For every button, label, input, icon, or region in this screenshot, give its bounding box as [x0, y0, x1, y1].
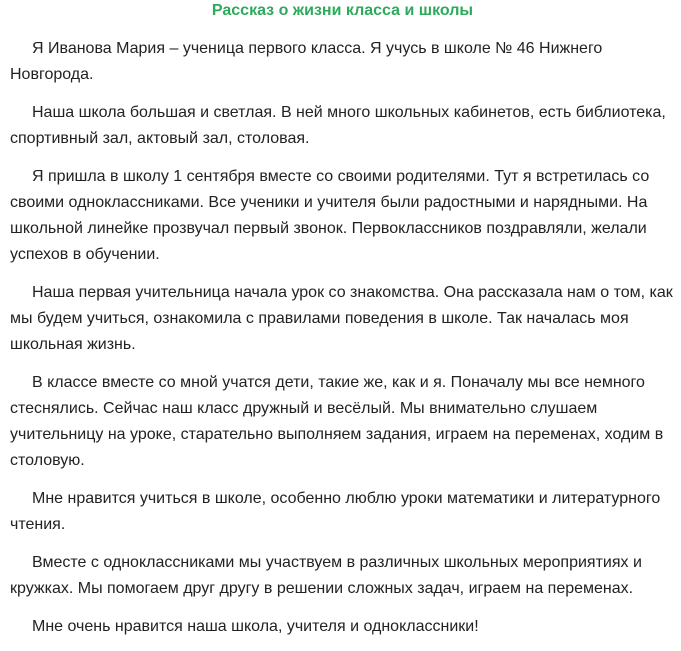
paragraph-favorite-lessons: Мне нравится учиться в школе, особенно люблю уроки математики и литературного чтения. [10, 490, 661, 533]
paragraph-activities: Вместе с одноклассниками мы участвуем в различных школьных мероприятиях и кружках. Мы помогаем друг другу в решении сложных задач, играем на переменах. [10, 554, 642, 597]
paragraph-class: В классе вместе со мной учатся дети, такие же, как и я. Поначалу мы все немного стеснялись. Сейчас наш класс дружный и весёлый. Мы внимательно слушаем учительницу на уроке, старательно выполняем задания, играем на переменах, ходим в столовую. [10, 374, 664, 469]
paragraph-teacher: Наша первая учительница начала урок со знакомства. Она рассказала нам о том, как мы будем учиться, ознакомила с правилами поведения в школе. Так началась моя школьная жизнь. [10, 284, 673, 353]
paragraph-school: Наша школа большая и светлая. В ней много школьных кабинетов, есть библиотека, спортивный зал, актовый зал, столовая. [10, 104, 666, 147]
paragraph-intro: Я Иванова Мария – ученица первого класса. Я учусь в школе № 46 Нижнего Новгорода. [10, 40, 603, 83]
paragraph-first-day: Я пришла в школу 1 сентября вместе со своими родителями. Тут я встретилась со своими одноклассниками. Все ученики и учителя были радостными и нарядными. На школьной линейке прозвучал первый звонок. Первоклассников поздравляли, желали успехов в обучении. [10, 168, 650, 263]
article-title: Рассказ о жизни класса и школы [211, 2, 474, 19]
paragraph-conclusion: Мне очень нравится наша школа, учителя и одноклассники! [32, 618, 479, 635]
